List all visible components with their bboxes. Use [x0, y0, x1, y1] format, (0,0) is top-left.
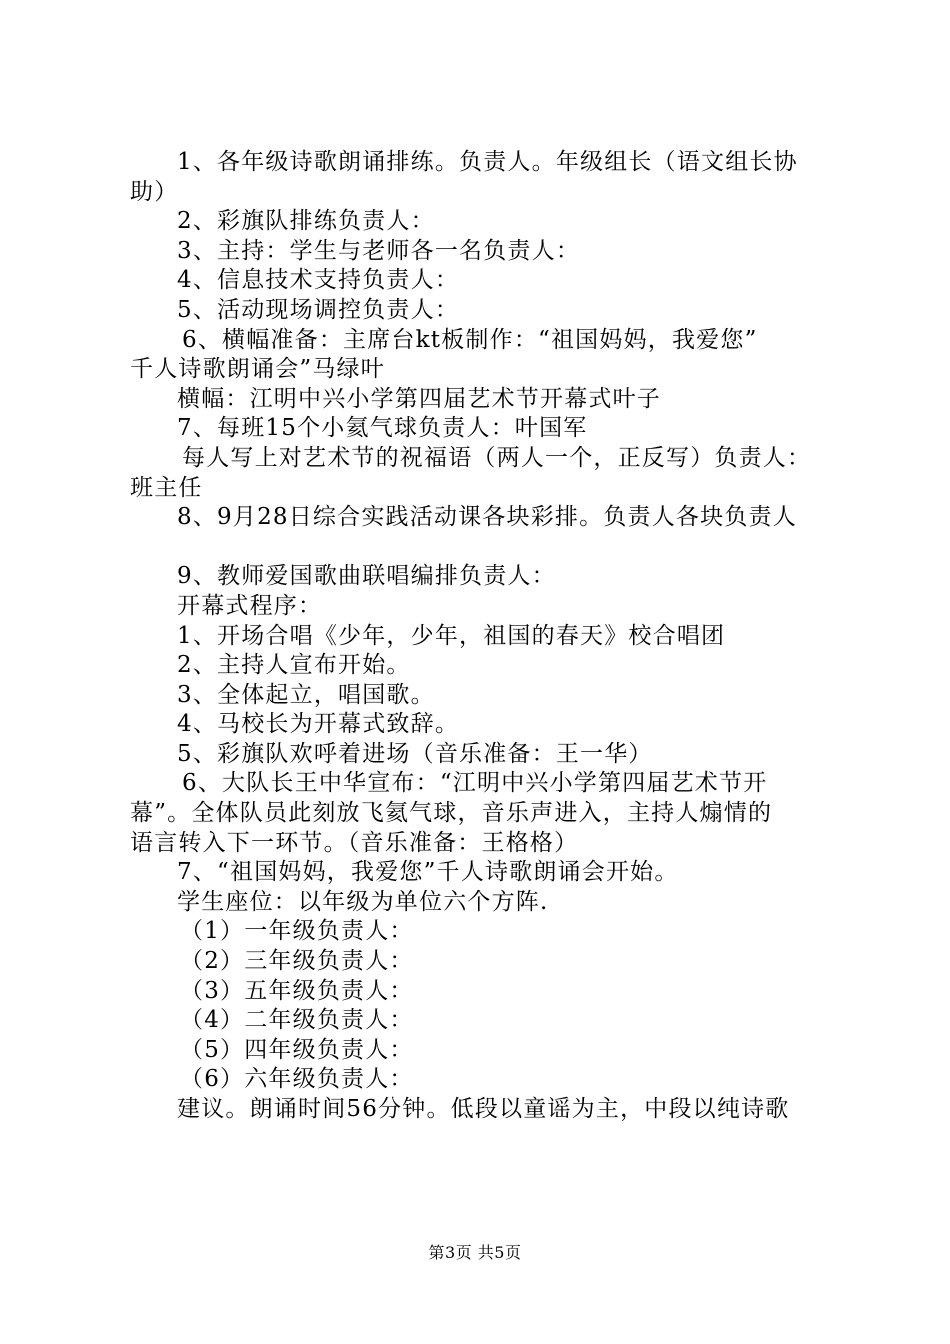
text-line: 2、彩旗队排练负责人： [177, 208, 435, 235]
text-line: 7、每班15个小氦气球负责人：叶国军 [177, 415, 588, 442]
text-line: 1、各年级诗歌朗诵排练。负责人。年级组长（语文组长协 [177, 149, 798, 175]
text-line: （2）三年级负责人： [180, 948, 414, 975]
text-line: 3、主持：学生与老师各一名负责人： [177, 237, 581, 264]
text-line: 4、信息技术支持负责人： [177, 267, 460, 294]
text-line: 每人写上对艺术节的祝福语（两人一个，正反写）负责人： [182, 444, 812, 471]
text-line: 横幅：江明中兴小学第四届艺术节开幕式叶子 [177, 385, 661, 412]
text-line: （6）六年级负责人： [180, 1066, 414, 1093]
text-line: 建议。朗诵时间56分钟。低段以童谣为主，中段以纯诗歌 [177, 1096, 790, 1122]
text-line: 5、活动现场调控负责人： [177, 296, 460, 323]
text-line: 千人诗歌朗诵会”马绿叶 [130, 356, 385, 383]
text-line: （3）五年级负责人： [180, 977, 414, 1004]
text-line: 助） [130, 178, 179, 205]
blank-line [130, 533, 850, 563]
text-line: 班主任 [130, 474, 203, 501]
text-line: 3、全体起立，唱国歌。 [177, 681, 435, 708]
text-line: （1）一年级负责人： [180, 918, 414, 945]
text-line: 1、开场合唱《少年，少年，祖国的春天》校合唱团 [177, 622, 726, 649]
text-line: 语言转入下一环节。（音乐准备：王格格） [130, 829, 579, 856]
text-line: 6、横幅准备：主席台kt板制作：“祖国妈妈，我爱您” [182, 326, 758, 353]
text-line: 2、主持人宣布开始。 [177, 652, 411, 679]
text-line: 幕”。全体队员此刻放飞氦气球，音乐声进入，主持人煽情的 [130, 800, 773, 827]
page-number: 第3页 共5页 [428, 1243, 522, 1262]
text-line: 4、马校长为开幕式致辞。 [177, 711, 460, 738]
text-line: 6、大队长王中华宣布：“江明中兴小学第四届艺术节开 [182, 770, 768, 797]
text-line: 学生座位：以年级为单位六个方阵. [177, 888, 549, 915]
text-line: 8、9月28日综合实践活动课各块彩排。负责人各块负责人 [177, 504, 797, 531]
text-line: 9、教师爱国歌曲联唱编排负责人： [177, 563, 556, 590]
text-line: （5）四年级负责人： [180, 1036, 414, 1063]
text-line: 5、彩旗队欢呼着进场（音乐准备：王一华） [177, 740, 653, 767]
text-line: 7、“祖国妈妈，我爱您”千人诗歌朗诵会开始。 [177, 859, 679, 886]
document-body [130, 148, 850, 1125]
text-line: （4）二年级负责人： [180, 1007, 414, 1034]
text-line: 开幕式程序： [177, 592, 323, 619]
